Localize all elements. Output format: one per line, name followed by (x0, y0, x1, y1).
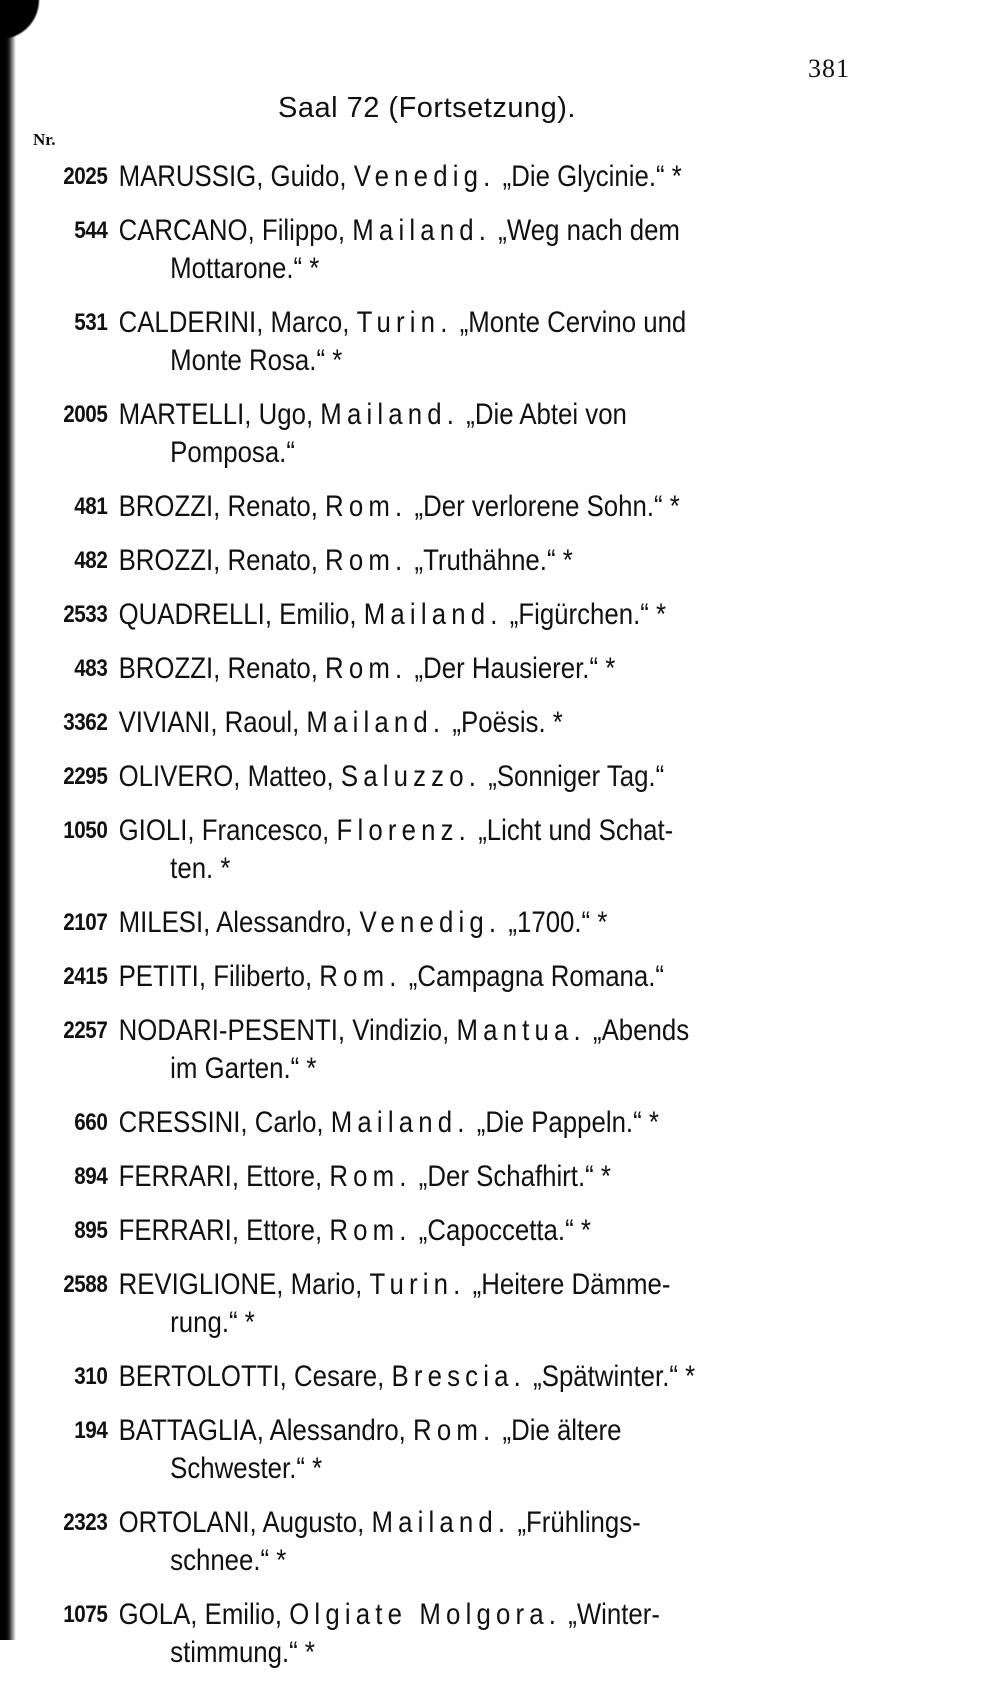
artwork-title: „Der Hausierer.“ * (414, 652, 616, 685)
catalog-entry (30, 1158, 860, 1196)
entry-text (119, 596, 860, 634)
entry-number: 3362 (63, 709, 108, 736)
catalog-entry (30, 596, 860, 634)
artwork-title: „Figürchen.“ * (509, 598, 667, 631)
artwork-title: „Abends (593, 1014, 690, 1047)
artwork-title: „Die Abtei von (466, 398, 627, 431)
catalog-entry (30, 304, 860, 380)
artist-city: Mailand. (371, 1506, 511, 1539)
catalog-entry (30, 1212, 860, 1250)
artist-name: GOLA, Emilio, (118, 1598, 283, 1631)
catalog-entry (30, 758, 860, 796)
artwork-title: „Die Pappeln.“ * (476, 1106, 659, 1139)
entry-text (119, 758, 860, 796)
artist-name: BROZZI, Renato, (118, 490, 318, 523)
page-heading: Saal 72 (Fortsetzung). (278, 92, 576, 124)
artist-city: Rom. (325, 490, 408, 523)
artist-name: REVIGLIONE, Mario, (118, 1268, 363, 1301)
catalog-entry (30, 704, 860, 742)
artist-name: BERTOLOTTI, Cesare, (118, 1360, 385, 1393)
entry-text (119, 704, 860, 742)
entry-text (119, 396, 860, 472)
artwork-title: „Spätwinter.“ * (533, 1360, 696, 1393)
artist-city: Venedig. (359, 906, 502, 939)
catalog-entry (30, 1358, 860, 1396)
entry-text (119, 542, 860, 580)
artist-name: BROZZI, Renato, (118, 544, 318, 577)
artist-name: MARTELLI, Ugo, (118, 398, 314, 431)
entry-text (119, 1596, 860, 1672)
entry-text (119, 1358, 860, 1396)
artist-name: MARUSSIG, Guido, (118, 160, 347, 193)
artwork-title-continuation: Pomposa.“ (170, 436, 295, 469)
entry-number: 2415 (63, 963, 108, 990)
artwork-title: „1700.“ * (508, 906, 608, 939)
entry-text (119, 158, 860, 196)
entry-number: 310 (74, 1363, 108, 1390)
artwork-title: „Winter- (568, 1598, 660, 1631)
artwork-title-continuation: stimmung.“ * (170, 1636, 315, 1669)
artwork-title: „Licht und Schat- (478, 814, 674, 847)
artist-name: MILESI, Alessandro, (118, 906, 353, 939)
artist-city: Rom. (329, 1160, 412, 1193)
entry-number: 194 (74, 1417, 108, 1444)
catalog-entry (30, 158, 860, 196)
artist-name: VIVIANI, Raoul, (118, 706, 300, 739)
entry-text (119, 904, 860, 942)
artist-city: Mailand. (320, 398, 460, 431)
artwork-title: „Die ältere (502, 1414, 622, 1447)
catalog-entry (30, 396, 860, 472)
entry-text (119, 812, 860, 888)
artist-city: Turin. (369, 1268, 466, 1301)
entry-text (119, 1104, 860, 1142)
entry-number: 895 (74, 1217, 108, 1244)
artist-name: PETITI, Filiberto, (118, 960, 313, 993)
entry-number: 2025 (63, 163, 108, 190)
artist-city: Rom. (329, 1214, 412, 1247)
entry-text (119, 1412, 860, 1488)
entry-number: 2323 (63, 1509, 108, 1536)
artist-name: CARCANO, Filippo, (118, 214, 346, 247)
catalog-entry (30, 1012, 860, 1088)
artist-city: Florenz. (336, 814, 472, 847)
entry-text (119, 1266, 860, 1342)
artist-name: QUADRELLI, Emilio, (118, 598, 357, 631)
artwork-title: „Die Glycinie.“ * (502, 160, 682, 193)
catalog-entry (30, 1266, 860, 1342)
artwork-title-continuation: Monte Rosa.“ * (170, 344, 343, 377)
artwork-title: „Poësis. * (452, 706, 563, 739)
entry-text (119, 488, 860, 526)
artwork-title: „Monte Cervino und (459, 306, 687, 339)
artist-city: Mailand. (330, 1106, 470, 1139)
entry-number: 483 (74, 655, 108, 682)
artist-name: GIOLI, Francesco, (118, 814, 330, 847)
entry-text (119, 1012, 860, 1088)
artist-city: Rom. (413, 1414, 496, 1447)
artist-city: Saluzzo. (340, 760, 482, 793)
artist-city: Rom. (325, 544, 408, 577)
artist-name: FERRARI, Ettore, (118, 1160, 323, 1193)
artist-city: Mantua. (456, 1014, 586, 1047)
artwork-title: „Frühlings- (517, 1506, 641, 1539)
entry-number: 894 (74, 1163, 108, 1190)
catalog-entry (30, 958, 860, 996)
entry-text (119, 1504, 860, 1580)
catalog-entry (30, 650, 860, 688)
artist-city: Mailand. (306, 706, 446, 739)
catalog-entry (30, 812, 860, 888)
entry-text (119, 1158, 860, 1196)
entry-number: 660 (74, 1109, 108, 1136)
entry-number: 2533 (63, 601, 108, 628)
entry-number: 2005 (63, 401, 108, 428)
artist-name: FERRARI, Ettore, (118, 1214, 323, 1247)
artwork-title: „Capoccetta.“ * (418, 1214, 591, 1247)
catalog-entry (30, 212, 860, 288)
artwork-title-continuation: ten. * (170, 852, 231, 885)
artwork-title-continuation: Schwester.“ * (170, 1452, 323, 1485)
artist-name: CRESSINI, Carlo, (118, 1106, 324, 1139)
entry-text (119, 958, 860, 996)
artwork-title: „Der Schafhirt.“ * (418, 1160, 611, 1193)
entry-text (119, 650, 860, 688)
artwork-title-continuation: schnee.“ * (170, 1544, 287, 1577)
artist-city: Rom. (319, 960, 402, 993)
artist-city: Turin. (356, 306, 453, 339)
entry-number: 2588 (63, 1271, 108, 1298)
entry-number: 1075 (63, 1601, 108, 1628)
artist-city: Mailand. (352, 214, 492, 247)
artwork-title-continuation: Mottarone.“ * (170, 252, 320, 285)
entry-number: 1050 (63, 817, 108, 844)
artwork-title: „Heitere Dämme- (472, 1268, 671, 1301)
entry-number: 481 (74, 493, 108, 520)
entry-number: 482 (74, 547, 108, 574)
artist-city: Rom. (325, 652, 408, 685)
entry-number: 544 (74, 217, 108, 244)
artist-city: Brescia. (391, 1360, 526, 1393)
catalog-entry-list (30, 158, 860, 1688)
page-number: 381 (808, 54, 850, 83)
entry-number: 2295 (63, 763, 108, 790)
entry-text (119, 1212, 860, 1250)
artwork-title: „Der verlorene Sohn.“ * (414, 490, 680, 523)
scan-shadow-corner (0, 0, 70, 70)
artist-city: Venedig. (353, 160, 496, 193)
artist-name: NODARI-PESENTI, Vindizio, (118, 1014, 450, 1047)
artwork-title: „Sonniger Tag.“ (488, 760, 665, 793)
entry-number: 2107 (63, 909, 108, 936)
catalog-entry (30, 1504, 860, 1580)
catalog-entry (30, 1596, 860, 1672)
catalog-entry (30, 904, 860, 942)
catalog-entry (30, 542, 860, 580)
entry-number: 2257 (63, 1017, 108, 1044)
catalog-entry (30, 1104, 860, 1142)
artist-name: CALDERINI, Marco, (118, 306, 350, 339)
artwork-title-continuation: im Garten.“ * (170, 1052, 317, 1085)
artwork-title: „Campagna Romana.“ (408, 960, 665, 993)
entry-text (119, 212, 860, 288)
number-column-label: Nr. (33, 130, 56, 149)
artwork-title: „Weg nach dem (498, 214, 680, 247)
entry-text (119, 304, 860, 380)
scan-shadow-edge (0, 0, 16, 1640)
catalog-entry (30, 488, 860, 526)
artist-name: BATTAGLIA, Alessandro, (118, 1414, 406, 1447)
artist-name: OLIVERO, Matteo, (118, 760, 334, 793)
artist-name: BROZZI, Renato, (118, 652, 318, 685)
artwork-title: „Truthähne.“ * (414, 544, 573, 577)
artist-name: ORTOLANI, Augusto, (118, 1506, 365, 1539)
catalog-entry (30, 1412, 860, 1488)
artist-city: Olgiate Molgora. (289, 1598, 562, 1631)
artwork-title-continuation: rung.“ * (170, 1306, 255, 1339)
artist-city: Mailand. (363, 598, 503, 631)
entry-number: 531 (74, 309, 108, 336)
